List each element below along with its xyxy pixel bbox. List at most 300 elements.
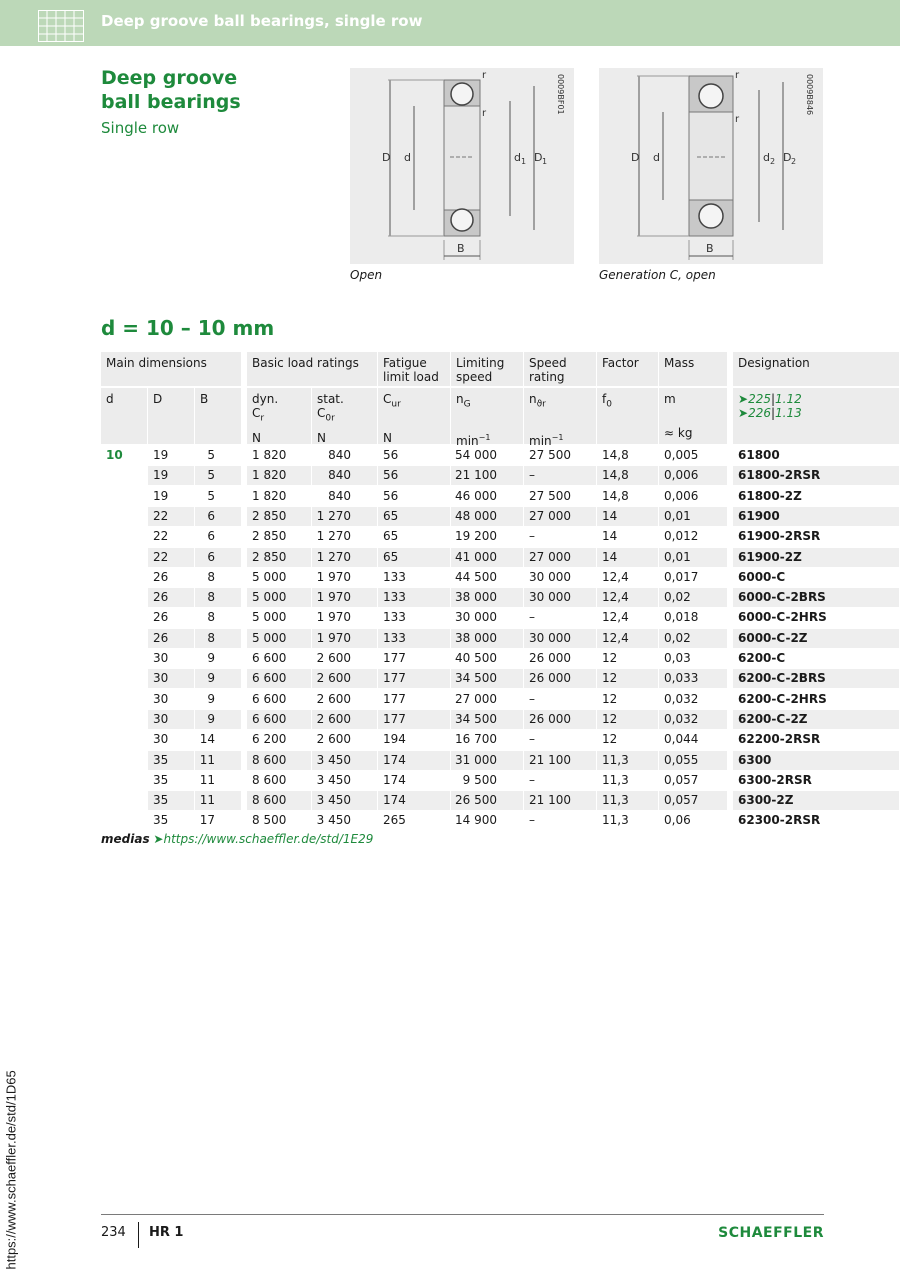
label-r-inner: r (735, 114, 740, 125)
cell-f0: 12 (602, 651, 618, 665)
cell-D: 26 (153, 569, 169, 584)
cell-d (101, 507, 147, 526)
title-line-2: ball bearings (101, 91, 241, 113)
cell-c0r: 1 270 (312, 507, 377, 526)
cell-B: 9 (207, 651, 215, 665)
cell-cr: 2 850 (247, 507, 311, 526)
col-group-main-dimensions: Main dimensions (101, 352, 241, 386)
label-D1-sub: 1 (542, 157, 548, 166)
section-title: d = 10 – 10 mm (101, 316, 275, 340)
cell-ng: 19 200 (455, 529, 497, 544)
cell-f0: 12 (602, 732, 618, 747)
cell-f0: 11,3 (597, 751, 658, 770)
cell-d (101, 791, 147, 810)
cell-c0r: 2 600 (312, 710, 377, 729)
table-row (101, 548, 899, 568)
cell-cr: 6 600 (252, 651, 287, 665)
cell-B: 11 (199, 772, 215, 787)
title-line-1: Deep groove (101, 67, 238, 89)
cell-B: 8 (207, 569, 215, 584)
col-c0r (317, 406, 372, 425)
cell-cr: 1 820 (252, 488, 287, 503)
cell-c0r: 2 600 (312, 669, 377, 688)
cell-m: 0,033 (659, 669, 727, 688)
cell-ntr: 26 000 (524, 710, 596, 729)
table-row (101, 588, 899, 608)
f0-sub: 0 (606, 399, 612, 410)
label-D2: D (783, 151, 792, 164)
cell-f0: 12 (597, 669, 658, 688)
table-row (101, 629, 899, 649)
cell-cr: 1 820 (247, 466, 311, 485)
label-d2-sub: 2 (770, 157, 776, 166)
ref-section: 1.12 (775, 392, 802, 406)
col-group-factor: Factor (597, 352, 658, 386)
cell-m: 0,057 (664, 772, 699, 787)
cell-cur: 56 (383, 488, 399, 503)
cell-ng: 16 700 (455, 732, 497, 747)
cell-B: 11 (195, 791, 241, 810)
col-ng (451, 388, 523, 449)
cell-m: 0,005 (664, 448, 699, 462)
label-D1: D (534, 151, 543, 164)
cell-d (101, 751, 147, 770)
cell-B: 6 (195, 548, 241, 567)
cell-D: 30 (148, 669, 194, 688)
header-title: Deep groove ball bearings, single row (101, 12, 423, 30)
cell-d (101, 811, 147, 830)
cell-d (101, 527, 147, 546)
medias-url[interactable]: https://www.schaeffler.de/std/1E29 (163, 832, 374, 846)
footer-divider (101, 1214, 824, 1215)
cell-cur: 174 (383, 772, 406, 787)
cell-f0: 11,3 (602, 772, 629, 787)
cell-m: 0,06 (664, 813, 691, 828)
label-d: d (653, 151, 660, 164)
table-row (101, 811, 899, 831)
col-group-designation: Designation (733, 352, 899, 386)
cell-cr: 8 600 (252, 772, 287, 787)
ref-225[interactable]: ➤225|1.12 (738, 392, 802, 406)
cell-c0r: 2 600 (316, 732, 351, 747)
cell-cur: 65 (383, 529, 399, 544)
cell-B: 11 (195, 751, 241, 770)
col-group-speed-rating: Speed rating (524, 352, 596, 386)
cell-des: 61900-2Z (733, 548, 899, 567)
cell-ng: 27 000 (455, 691, 497, 706)
cell-B: 17 (199, 813, 215, 828)
cell-cr: 6 600 (252, 691, 287, 706)
cell-ng: 44 500 (455, 569, 497, 584)
table-row (101, 751, 899, 771)
cell-c0r: 3 450 (316, 813, 351, 828)
cell-ng: 48 000 (451, 507, 523, 526)
unit-cr: N (252, 431, 261, 446)
cell-des: 6200-C (738, 651, 786, 665)
cell-ng: 30 000 (455, 610, 497, 625)
col-f0 (597, 388, 658, 444)
cell-m: 0,006 (659, 466, 727, 485)
cell-c0r: 840 (312, 466, 377, 485)
cell-ntr: – (529, 529, 535, 544)
cell-m: 0,057 (659, 791, 727, 810)
col-group-fatigue: Fatigue limit load (378, 352, 450, 386)
cell-ng: 14 900 (455, 813, 497, 828)
cell-cur: 133 (383, 610, 406, 625)
cell-cur: 56 (383, 448, 399, 462)
cell-B: 5 (207, 448, 215, 462)
ref-section: 1.13 (775, 406, 802, 420)
cell-f0: 14,8 (602, 448, 629, 462)
cell-d (101, 690, 147, 709)
unit-ng-sup: −1 (478, 433, 491, 443)
cell-c0r: 2 600 (316, 651, 351, 665)
cell-D: 30 (153, 691, 169, 706)
cell-ntr: 21 100 (524, 791, 596, 810)
medias-link[interactable] (101, 832, 373, 846)
cell-f0: 14 (602, 529, 618, 544)
cell-f0: 12 (597, 710, 658, 729)
diagram-caption-open: Open (350, 268, 383, 282)
cell-des: 6300-2RSR (738, 772, 812, 787)
cell-des: 61800-2Z (738, 488, 802, 503)
col-group-mass: Mass (659, 352, 727, 386)
table-row (101, 710, 899, 730)
unit-mass: ≈ kg (664, 426, 693, 440)
col-designation-refs (733, 388, 899, 444)
col-stat-label: stat. (317, 392, 344, 406)
cell-D: 22 (153, 529, 169, 544)
ref-page: 226 (748, 406, 771, 420)
cell-des: 6300 (733, 751, 899, 770)
page-number: 234 (101, 1225, 126, 1240)
cell-ng: 41 000 (451, 548, 523, 567)
cell-des: 62200-2RSR (738, 732, 821, 747)
cell-ntr: – (529, 732, 535, 747)
table-grid-icon (38, 10, 84, 42)
cell-B: 5 (207, 488, 215, 503)
cell-des: 6000-C (738, 569, 786, 584)
cell-ntr: – (529, 610, 535, 625)
cell-B: 6 (207, 529, 215, 544)
label-D2-sub: 2 (791, 157, 797, 166)
cell-D: 19 (148, 466, 194, 485)
cell-d (101, 730, 147, 749)
cell-f0: 12,4 (597, 588, 658, 607)
cell-cur: 65 (378, 548, 450, 567)
col-group-limiting-speed: Limiting speed (451, 352, 523, 386)
table-row (101, 649, 899, 669)
cell-d (101, 548, 147, 567)
cell-cur: 177 (378, 669, 450, 688)
cell-m: 0,03 (664, 651, 691, 665)
cell-ng: 26 500 (451, 791, 523, 810)
cell-D: 26 (148, 588, 194, 607)
cell-B: 6 (195, 507, 241, 526)
table-row (101, 791, 899, 811)
cell-c0r: 1 970 (316, 610, 351, 625)
cell-d (101, 649, 147, 668)
cell-des: 6000-C-2HRS (738, 610, 827, 625)
cell-cur: 174 (378, 791, 450, 810)
col-mass-symbol: m (664, 392, 676, 406)
col-mass (659, 388, 727, 444)
cell-des: 61900-2RSR (738, 529, 821, 544)
cell-des: 61800-2RSR (733, 466, 899, 485)
cell-ng: 9 500 (462, 772, 497, 787)
cell-ntr: – (524, 466, 596, 485)
brand-logo: SCHAEFFLER (718, 1225, 824, 1241)
cell-f0: 11,3 (597, 791, 658, 810)
page-title (101, 66, 241, 114)
cell-cur: 174 (378, 751, 450, 770)
cell-D: 35 (153, 813, 169, 828)
arrow-icon: ➤ (738, 392, 749, 406)
cell-B: 9 (207, 691, 215, 706)
cell-m: 0,055 (659, 751, 727, 770)
cell-f0: 14,8 (602, 488, 629, 503)
cell-B: 8 (195, 588, 241, 607)
col-B: B (195, 388, 241, 444)
cell-cr: 5 000 (252, 610, 287, 625)
cell-c0r: 3 450 (316, 772, 351, 787)
table-row (101, 730, 899, 750)
cell-m: 0,02 (659, 588, 727, 607)
cell-cur: 177 (378, 710, 450, 729)
cell-d (101, 771, 147, 790)
cell-cr: 8 600 (247, 751, 311, 770)
cell-B: 14 (199, 732, 215, 747)
cell-cur: 177 (383, 651, 406, 665)
side-url[interactable]: https://www.schaeffler.de/std/1D65 (3, 1070, 19, 1270)
cell-des: 6200-C-2HRS (738, 691, 827, 706)
cur-sub: ur (391, 399, 401, 410)
cell-c0r: 1 970 (312, 629, 377, 648)
cell-ntr: 27 500 (529, 448, 571, 462)
cell-des: 6200-C-2Z (733, 710, 899, 729)
cell-d: 10 (106, 448, 123, 462)
cell-des: 61800 (738, 448, 780, 462)
cell-ng: 38 000 (451, 588, 523, 607)
cell-cur: 265 (383, 813, 406, 828)
cell-D: 35 (148, 751, 194, 770)
cell-cr: 6 200 (252, 732, 287, 747)
col-ntr-symbol (529, 392, 591, 411)
cell-f0: 14 (597, 507, 658, 526)
cell-cur: 194 (383, 732, 406, 747)
diagram-caption-generation-c: Generation C, open (599, 268, 716, 282)
col-static-load (312, 388, 377, 444)
cur-symbol: C (383, 392, 392, 406)
cell-D: 30 (153, 732, 169, 747)
cell-ntr: – (529, 691, 535, 706)
cell-des: 6300-2Z (733, 791, 899, 810)
cr-sub: r (260, 413, 265, 424)
cell-ng: 34 500 (451, 710, 523, 729)
cell-D: 35 (153, 772, 169, 787)
col-d: d (101, 388, 147, 444)
cell-D: 26 (148, 629, 194, 648)
cell-D: 19 (153, 448, 169, 462)
cell-d (101, 487, 147, 506)
cell-ntr: 21 100 (524, 751, 596, 770)
cell-ntr: 26 000 (524, 669, 596, 688)
bearing-open-drawing (350, 68, 574, 264)
cell-cur: 65 (378, 507, 450, 526)
col-dynamic-load (247, 388, 311, 444)
cell-c0r: 3 450 (312, 751, 377, 770)
ref-226[interactable]: ➤226|1.13 (738, 406, 802, 420)
arrow-icon: ➤ (738, 406, 749, 420)
label-B: B (457, 242, 465, 255)
cell-D: 30 (153, 651, 169, 665)
cell-ng: 40 500 (455, 651, 497, 665)
cell-cr: 5 000 (247, 588, 311, 607)
cell-cr: 5 000 (252, 569, 287, 584)
cell-m: 0,01 (659, 507, 727, 526)
drawing-code: 0009B846 (805, 74, 814, 116)
cell-c0r: 840 (328, 448, 351, 462)
cell-cr: 6 600 (247, 669, 311, 688)
cell-f0: 14,8 (597, 466, 658, 485)
cell-des: 6000-C-2Z (733, 629, 899, 648)
cell-cur: 133 (383, 569, 406, 584)
cell-ntr: 27 000 (524, 548, 596, 567)
table-row (101, 568, 899, 588)
c0r-sub: 0r (325, 413, 335, 424)
cell-ntr: 26 000 (529, 651, 571, 665)
col-ng-symbol (456, 392, 518, 411)
cell-ntr: 30 000 (524, 629, 596, 648)
cell-c0r: 1 970 (312, 588, 377, 607)
cell-m: 0,044 (664, 732, 699, 747)
diagram-generation-c (599, 68, 823, 264)
cell-cr: 8 600 (247, 791, 311, 810)
cell-B: 9 (195, 669, 241, 688)
cell-cur: 133 (378, 629, 450, 648)
table-row (101, 608, 899, 628)
cell-c0r: 2 600 (316, 691, 351, 706)
label-d2: d (763, 151, 770, 164)
bearing-generation-c-drawing (599, 68, 823, 264)
table-row (101, 507, 899, 527)
cell-ntr: 30 000 (524, 588, 596, 607)
table-row (101, 487, 899, 507)
ntr-symbol: n (529, 392, 537, 406)
label-d1-sub: 1 (521, 157, 527, 166)
page-subtitle: Single row (101, 119, 180, 137)
table-row (101, 527, 899, 547)
cell-D: 22 (148, 548, 194, 567)
cell-des: 62300-2RSR (738, 813, 821, 828)
label-r-inner: r (482, 108, 487, 119)
unit-ntr-base: min (529, 434, 552, 449)
cell-cr: 2 850 (252, 529, 287, 544)
cell-f0: 12,4 (602, 610, 629, 625)
cell-m: 0,018 (664, 610, 699, 625)
publication-code: HR 1 (149, 1225, 184, 1240)
ng-symbol: n (456, 392, 464, 406)
medias-label: medias (101, 832, 150, 846)
col-dyn-label: dyn. (252, 392, 279, 406)
col-ntr (524, 388, 596, 449)
cell-ntr: 27 500 (529, 488, 571, 503)
col-cr (252, 406, 306, 425)
cell-c0r: 3 450 (312, 791, 377, 810)
label-d: d (404, 151, 411, 164)
label-D: D (382, 151, 391, 164)
drawing-code: 0009BF01 (556, 74, 565, 115)
cell-m: 0,032 (659, 710, 727, 729)
label-d1: d (514, 151, 521, 164)
cell-m: 0,006 (664, 488, 699, 503)
cell-c0r: 840 (328, 488, 351, 503)
cell-d (101, 568, 147, 587)
cell-ntr: – (529, 813, 535, 828)
cell-D: 22 (148, 507, 194, 526)
cell-cur: 56 (378, 466, 450, 485)
ref-page: 225 (748, 392, 771, 406)
cr-symbol: C (252, 406, 261, 420)
cell-des: 61900 (733, 507, 899, 526)
cell-ng: 38 000 (451, 629, 523, 648)
table-row (101, 466, 899, 486)
cell-ng: 21 100 (451, 466, 523, 485)
cell-d (101, 466, 147, 485)
cell-d (101, 608, 147, 627)
cell-ng: 31 000 (451, 751, 523, 770)
cell-cur: 133 (378, 588, 450, 607)
cell-c0r: 1 270 (312, 548, 377, 567)
diagram-open (350, 68, 574, 264)
cell-des: 6000-C-2BRS (733, 588, 899, 607)
arrow-icon: ➤ (153, 832, 164, 846)
cell-m: 0,017 (664, 569, 699, 584)
table-row (101, 446, 899, 466)
footer-separator (138, 1222, 139, 1248)
cell-D: 19 (153, 488, 169, 503)
table-row (101, 669, 899, 689)
cell-B: 8 (207, 610, 215, 625)
cell-ng: 46 000 (455, 488, 497, 503)
cell-m: 0,01 (659, 548, 727, 567)
cell-c0r: 1 270 (316, 529, 351, 544)
label-B: B (706, 242, 714, 255)
cell-ng: 34 500 (451, 669, 523, 688)
cell-cr: 1 820 (252, 448, 287, 462)
cell-f0: 11,3 (602, 813, 629, 828)
cell-d (101, 669, 147, 688)
cell-cr: 6 600 (247, 710, 311, 729)
unit-ng-base: min (456, 434, 479, 449)
ng-sub: G (463, 399, 471, 410)
cell-m: 0,032 (664, 691, 699, 706)
cell-B: 8 (195, 629, 241, 648)
cell-m: 0,012 (664, 529, 699, 544)
cell-D: 26 (153, 610, 169, 625)
cell-cr: 5 000 (247, 629, 311, 648)
col-D: D (148, 388, 194, 444)
cell-D: 35 (148, 791, 194, 810)
label-D: D (631, 151, 640, 164)
table-row (101, 690, 899, 710)
cell-f0: 12 (602, 691, 618, 706)
cell-cr: 2 850 (247, 548, 311, 567)
cell-c0r: 1 970 (316, 569, 351, 584)
ntr-sub: ϑr (536, 399, 546, 410)
col-cur-symbol (383, 392, 445, 411)
col-group-basic-load: Basic load ratings (247, 352, 377, 386)
